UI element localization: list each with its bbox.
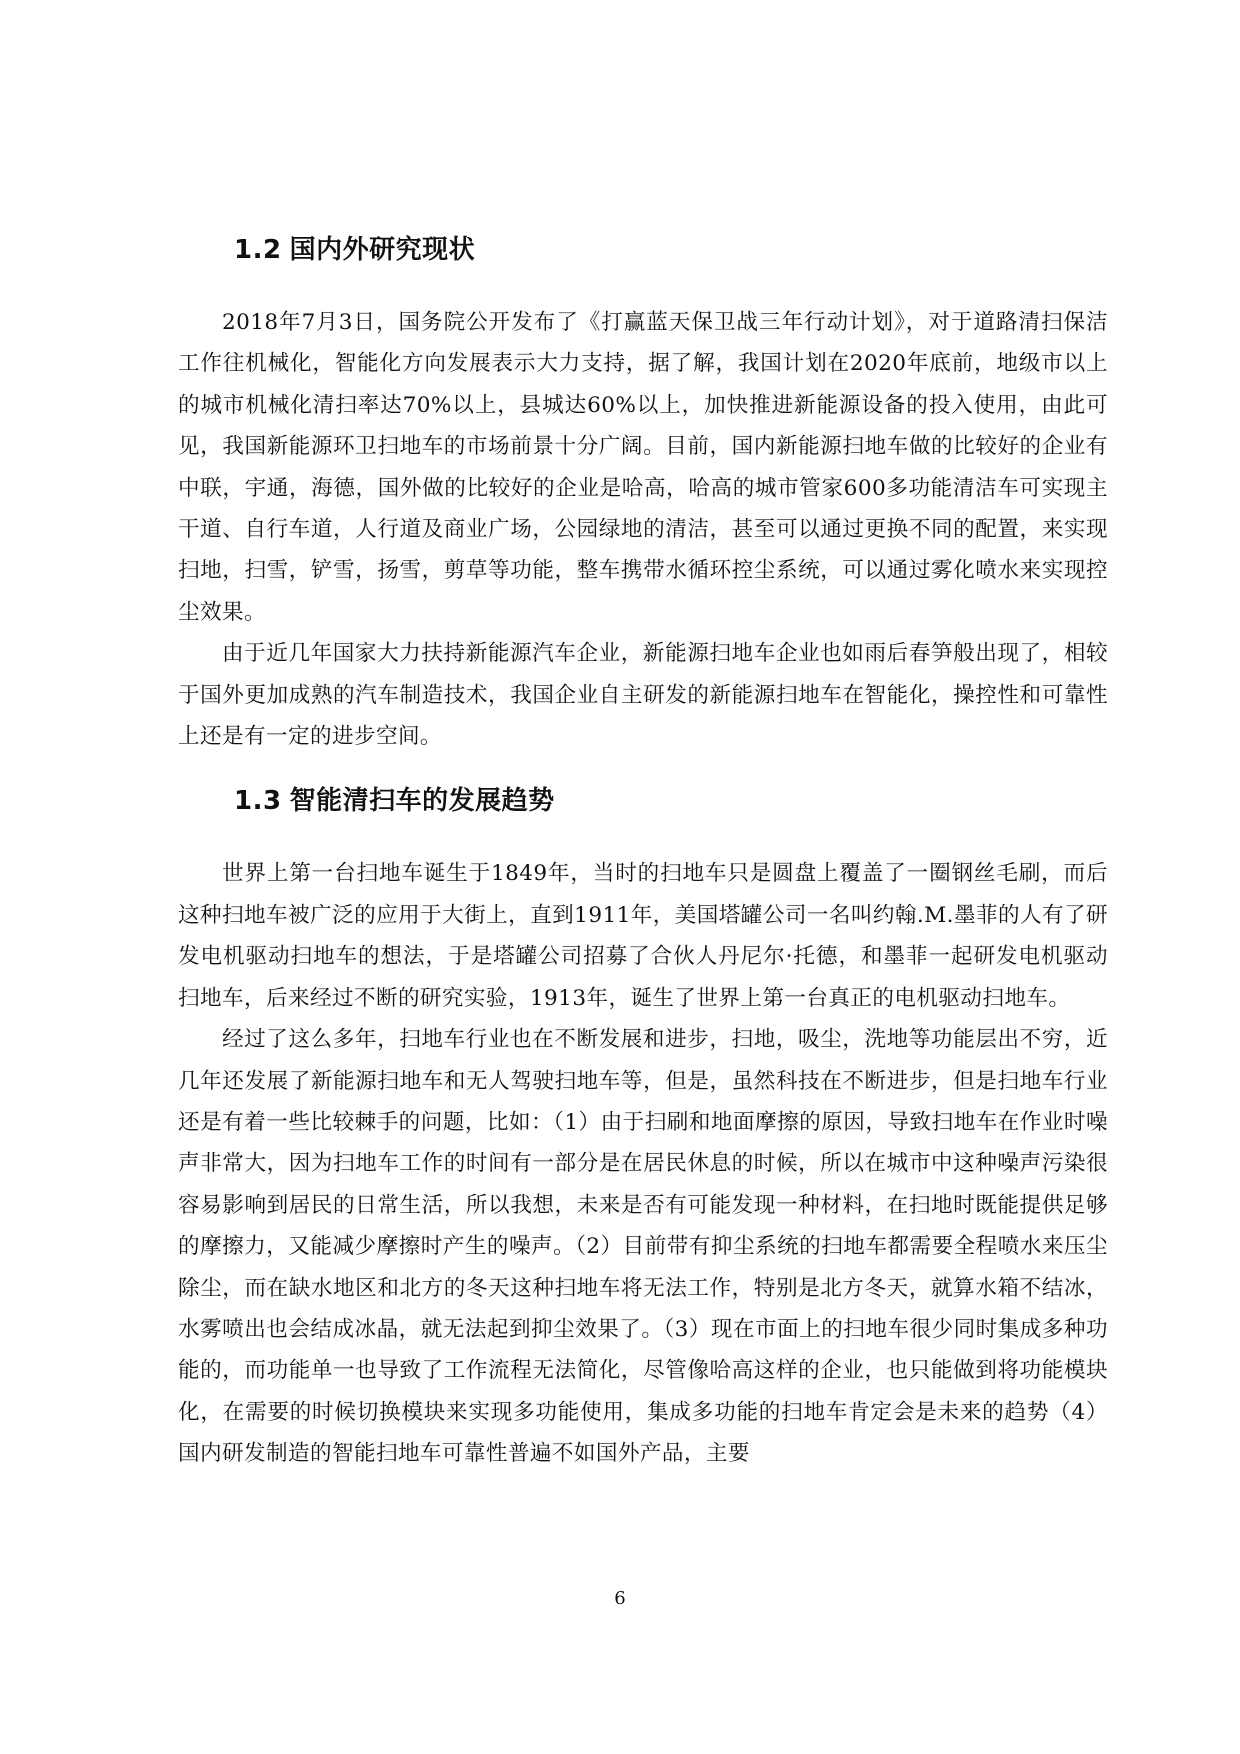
section-heading-1-3 [178,779,1108,823]
section-number: 1.3 [234,786,282,817]
page-number: 6 [614,1588,626,1609]
section-heading-1-2 [178,228,1108,272]
paragraph: 经过了这么多年，扫地车行业也在不断发展和进步，扫地，吸尘，洗地等功能层出不穷，近几年还发展了新能源扫地车和无人驾驶扫地车等，但是，虽然科技在不断进步，但是扫地车行业还是有着一些比较棘手的问题，比如：（1）由于扫刷和地面摩擦的原因，导致扫地车在作业时噪声非常大，因为扫地车工作的时间有一部分是在居民休息的时候，所以在城市中这种噪声污染很容易影响到居民的日常生活，所以我想，未来是否有可能发现一种材料，在扫地时既能提供足够的摩擦力，又能减少摩擦时产生的噪声。（2）目前带有抑尘系统的扫地车都需要全程喷水来压尘除尘，而在缺水地区和北方的冬天这种扫地车将无法工作，特别是北方冬天，就算水箱不结冰，水雾喷出也会结成冰晶，就无法起到抑尘效果了。（3）现在市面上的扫地车很少同时集成多种功能的，而功能单一也导致了工作流程无法简化，尽管像哈高这样的企业，也只能做到将功能模块化，在需要的时候切换模块来实现多功能使用，集成多功能的扫地车肯定会是未来的趋势（4）国内研发制造的智能扫地车可靠性普遍不如国外产品，主要 [178,1027,1108,1467]
paragraph: 2018年7月3日，国务院公开发布了《打赢蓝天保卫战三年行动计划》，对于道路清扫保洁工作往机械化，智能化方向发展表示大力支持，据了解，我国计划在2020年底前，地级市以上的城市机械化清扫率达70%以上，县城达60%以上，加快推进新能源设备的投入使用，由此可见，我国新能源环卫扫地车的市场前景十分广阔。目前，国内新能源扫地车做的比较好的企业有中联，宇通，海德，国外做的比较好的企业是哈高，哈高的城市管家600多功能清洁车可实现主干道、自行车道，人行道及商业广场，公园绿地的清洁，甚至可以通过更换不同的配置，来实现扫地，扫雪，铲雪，扬雪，剪草等功能，整车携带水循环控尘系统，可以通过雾化喷水来实现控尘效果。 [178,310,1108,625]
page-body [178,228,1108,1475]
section-title: 智能清扫车的发展趋势 [289,786,555,817]
paragraph: 由于近几年国家大力扶持新能源汽车企业，新能源扫地车企业也如雨后春笋般出现了，相较于国外更加成熟的汽车制造技术，我国企业自主研发的新能源扫地车在智能化，操控性和可靠性上还是有一定的进步空间。 [178,641,1108,750]
section-number: 1.2 [234,235,282,265]
section-title: 国内外研究现状 [289,235,476,265]
paragraph: 世界上第一台扫地车诞生于1849年，当时的扫地车只是圆盘上覆盖了一圈钢丝毛刷，而后这种扫地车被广泛的应用于大街上，直到1911年，美国塔罐公司一名叫约翰.M.墨菲的人有了研发电机驱动扫地车的想法，于是塔罐公司招募了合伙人丹尼尔·托德，和墨菲一起研发电机驱动扫地车，后来经过不断的研究实验，1913年，诞生了世界上第一台真正的电机驱动扫地车。 [178,861,1108,1011]
